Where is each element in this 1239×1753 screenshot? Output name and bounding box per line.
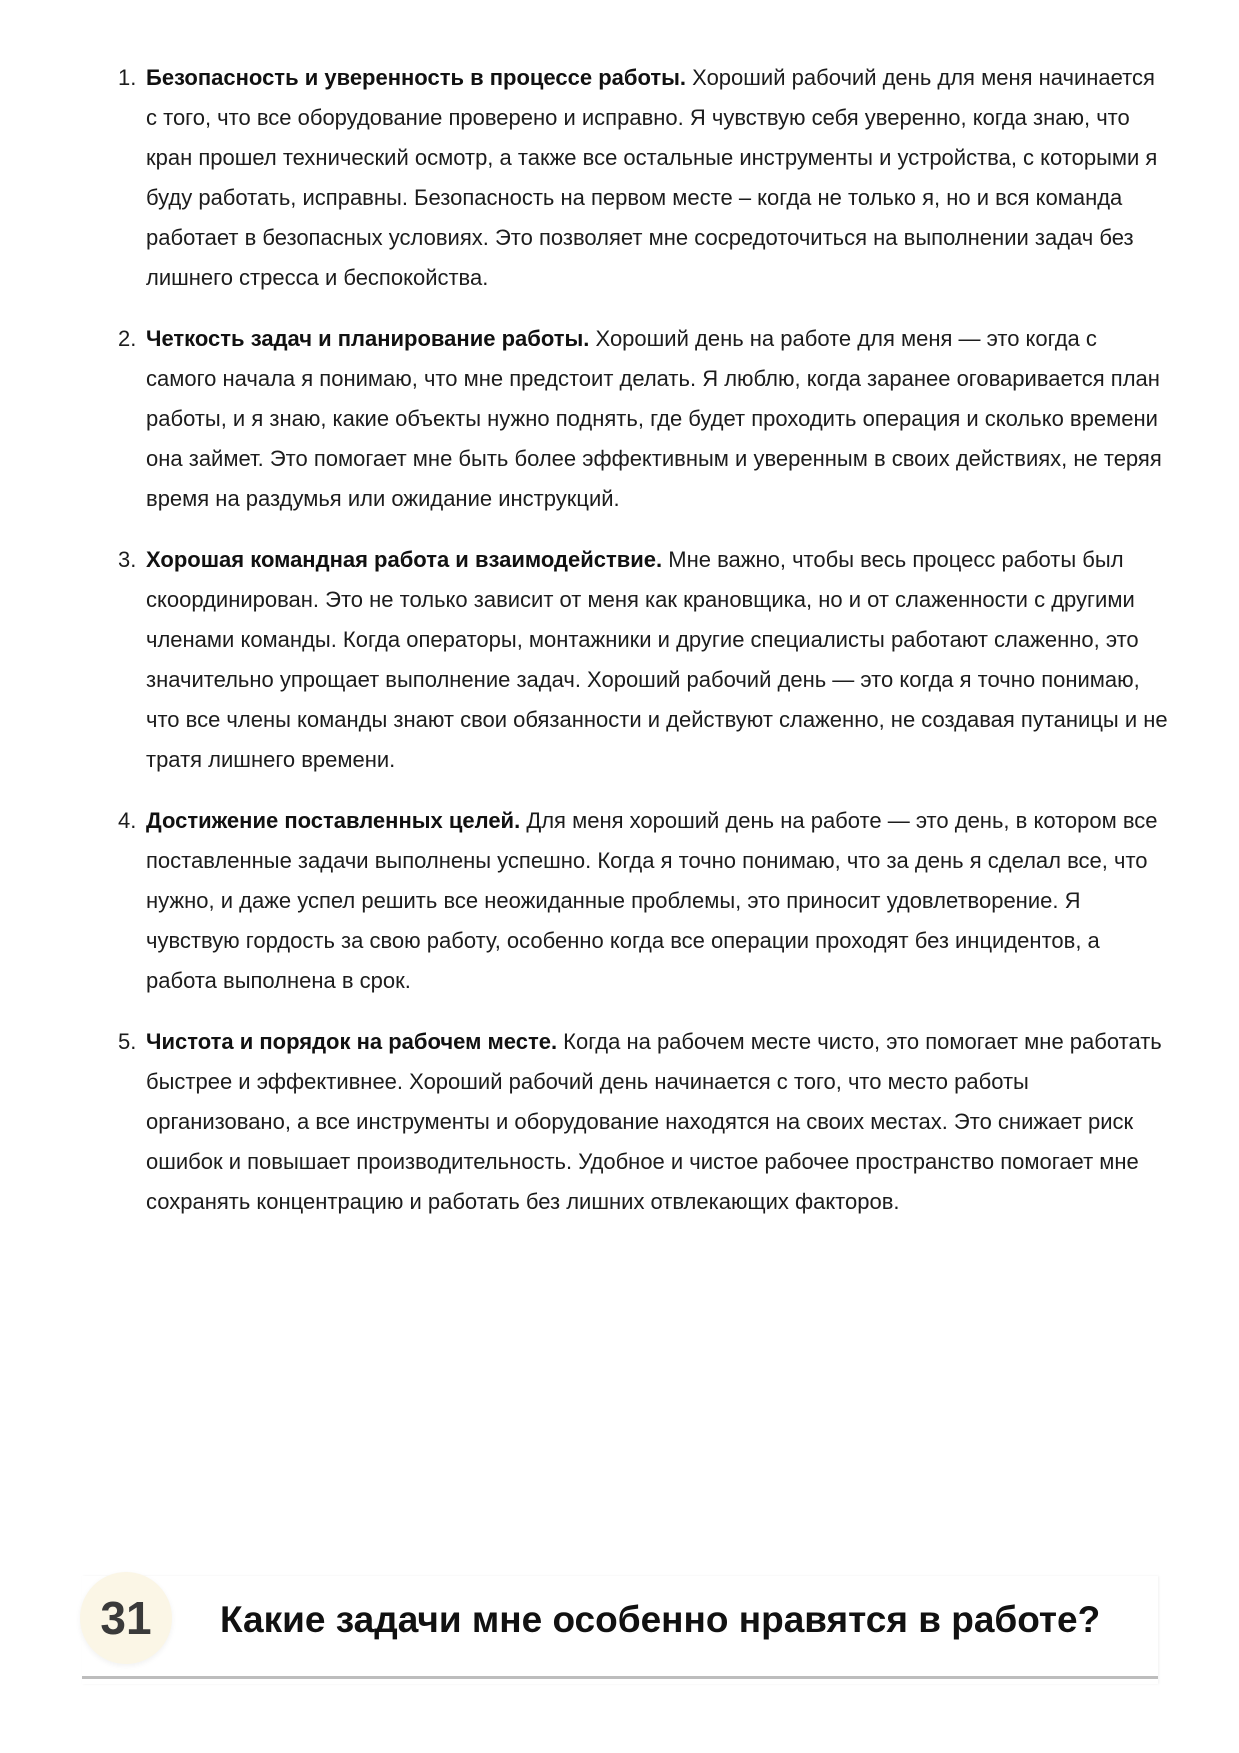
item-title: Четкость задач и планирование работы. — [146, 326, 590, 351]
item-text: Для меня хороший день на работе — это день, в котором все поставленные задачи выполнены успешно. Когда я точно понимаю, что за день я сделал все, что нужно, и даже успел решить все неожиданные проблемы, это приносит удовлетворение. Я чувствую гордость за свою работу, особенно когда все операции проходят без инцидентов, а работа выполнена в срок. — [146, 808, 1158, 993]
list-item — [118, 1022, 1168, 1222]
item-title: Достижение поставленных целей. — [146, 808, 521, 833]
item-title: Хорошая командная работа и взаимодействие. — [146, 547, 663, 572]
item-text: Хороший день на работе для меня — это когда с самого начала я понимаю, что мне предстоит делать. Я люблю, когда заранее оговаривается план работы, и я знаю, какие объекты нужно поднять, где будет проходить операция и сколько времени она займет. Это помогает мне быть более эффективным и уверенным в своих действиях, не теряя время на раздумья или ожидание инструкций. — [146, 326, 1162, 511]
item-number: 1. — [118, 65, 137, 90]
section-divider — [82, 1676, 1158, 1679]
item-number: 2. — [118, 326, 137, 351]
list-item — [118, 319, 1168, 519]
item-text: Хороший рабочий день для меня начинается с того, что все оборудование проверено и исправно. Я чувствую себя уверенно, когда знаю, что кран прошел технический осмотр, а также все остальные инструменты и устройства, с которыми я буду работать, исправны. Безопасность на первом месте – когда не только я, но и вся команда работает в безопасных условиях. Это позволяет мне сосредоточиться на выполнении задач без лишнего стресса и беспокойства. — [146, 65, 1158, 290]
list-item — [118, 801, 1168, 1001]
item-number: 4. — [118, 808, 137, 833]
section-number-badge: 31 — [80, 1572, 172, 1664]
item-title: Безопасность и уверенность в процессе работы. — [146, 65, 687, 90]
list-item — [118, 58, 1168, 298]
section-title: Какие задачи мне особенно нравятся в работе? — [220, 1599, 1101, 1640]
item-number: 3. — [118, 547, 137, 572]
item-number: 5. — [118, 1029, 137, 1054]
numbered-list — [118, 58, 1168, 1243]
item-text: Мне важно, чтобы весь процесс работы был скоординирован. Это не только зависит от меня как крановщика, но и от слаженности с другими членами команды. Когда операторы, монтажники и другие специалисты работают слаженно, это значительно упрощает выполнение задач. Хороший рабочий день — это когда я точно понимаю, что все члены команды знают свои обязанности и действуют слаженно, не создавая путаницы и не тратя лишнего времени. — [146, 547, 1168, 772]
item-text: Когда на рабочем месте чисто, это помогает мне работать быстрее и эффективнее. Хороший рабочий день начинается с того, что место работы организовано, а все инструменты и оборудование находятся на своих местах. Это снижает риск ошибок и повышает производительность. Удобное и чистое рабочее пространство помогает мне сохранять концентрацию и работать без лишних отвлекающих факторов. — [146, 1029, 1162, 1214]
list-item — [118, 540, 1168, 780]
item-title: Чистота и порядок на рабочем месте. — [146, 1029, 558, 1054]
